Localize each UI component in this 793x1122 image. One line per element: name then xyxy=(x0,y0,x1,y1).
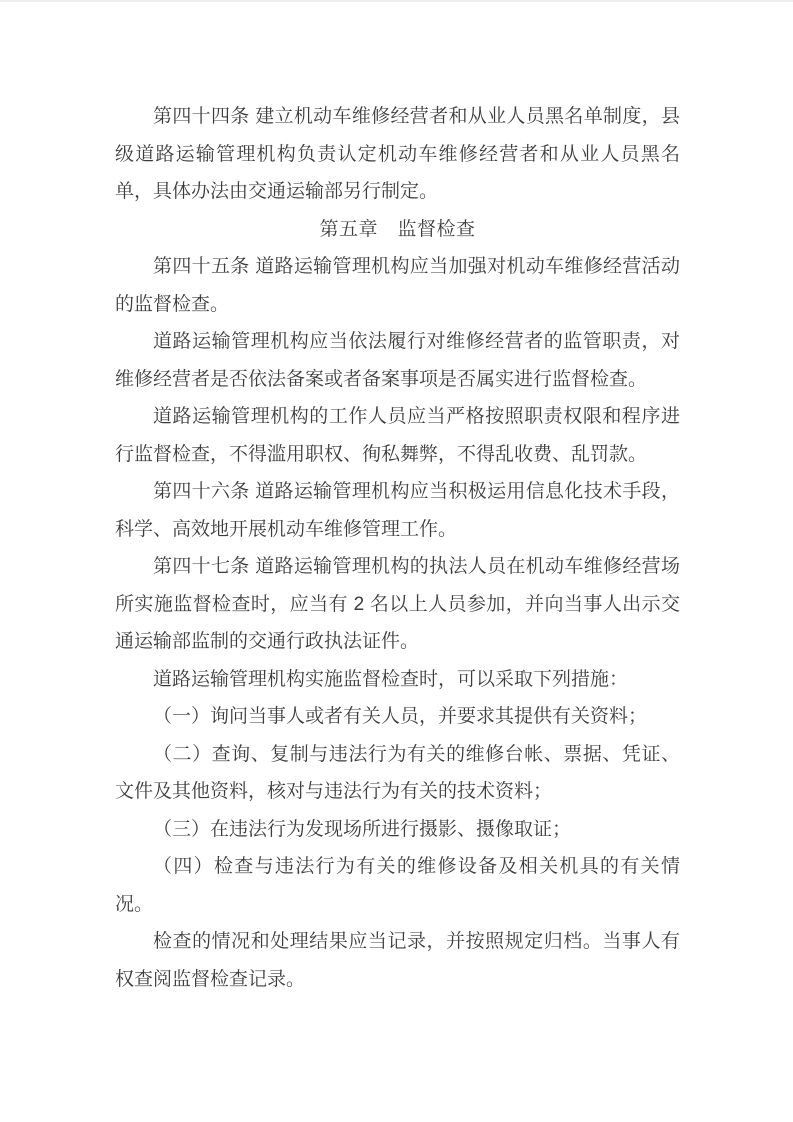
article-47-para-2: 道路运输管理机构实施监督检查时，可以采取下列措施： xyxy=(153,668,629,690)
article-45-paragraph: 第四十五条 道路运输管理机构应当加强对机动车维修经营活动的监督检查。 xyxy=(115,256,680,315)
measure-item-2: （二）查询、复制与违法行为有关的维修台帐、票据、凭证、文件及其他资料，核对与违法行为有关的技术资料； xyxy=(115,743,680,802)
article-44-paragraph: 第四十四条 建立机动车维修经营者和从业人员黑名单制度，县级道路运输管理机构负责认定机动车维修经营者和从业人员黑名单，具体办法由交通运输部另行制定。 xyxy=(115,106,680,202)
article-46-paragraph: 第四十六条 道路运输管理机构应当积极运用信息化技术手段，科学、高效地开展机动车维修管理工作。 xyxy=(115,481,680,540)
page-top-edge xyxy=(0,0,793,2)
measure-item-1: （一）询问当事人或者有关人员，并要求其提供有关资料； xyxy=(153,706,648,727)
measure-item-3: （三）在违法行为发现场所进行摄影、摄像取证； xyxy=(153,818,572,840)
document-body xyxy=(115,98,680,998)
article-47-paragraph: 第四十七条 道路运输管理机构的执法人员在机动车维修经营场所实施监督检查时，应当有 2 名以上人员参加，并向当事人出示交通运输部监制的交通行政执法证件。 xyxy=(115,556,680,652)
article-47-closing-paragraph: 检查的情况和处理结果应当记录，并按照规定归档。当事人有权查阅监督检查记录。 xyxy=(115,931,680,990)
article-45-para-2: 道路运输管理机构应当依法履行对维修经营者的监管职责，对维修经营者是否依法备案或者备案事项是否属实进行监督检查。 xyxy=(115,331,680,390)
article-45-para-3: 道路运输管理机构的工作人员应当严格按照职责权限和程序进行监督检查，不得滥用职权、徇私舞弊，不得乱收费、乱罚款。 xyxy=(115,406,680,465)
chapter-5-heading: 第五章 监督检查 xyxy=(319,218,476,240)
measure-item-4: （四）检查与违法行为有关的维修设备及相关机具的有关情况。 xyxy=(115,856,680,915)
